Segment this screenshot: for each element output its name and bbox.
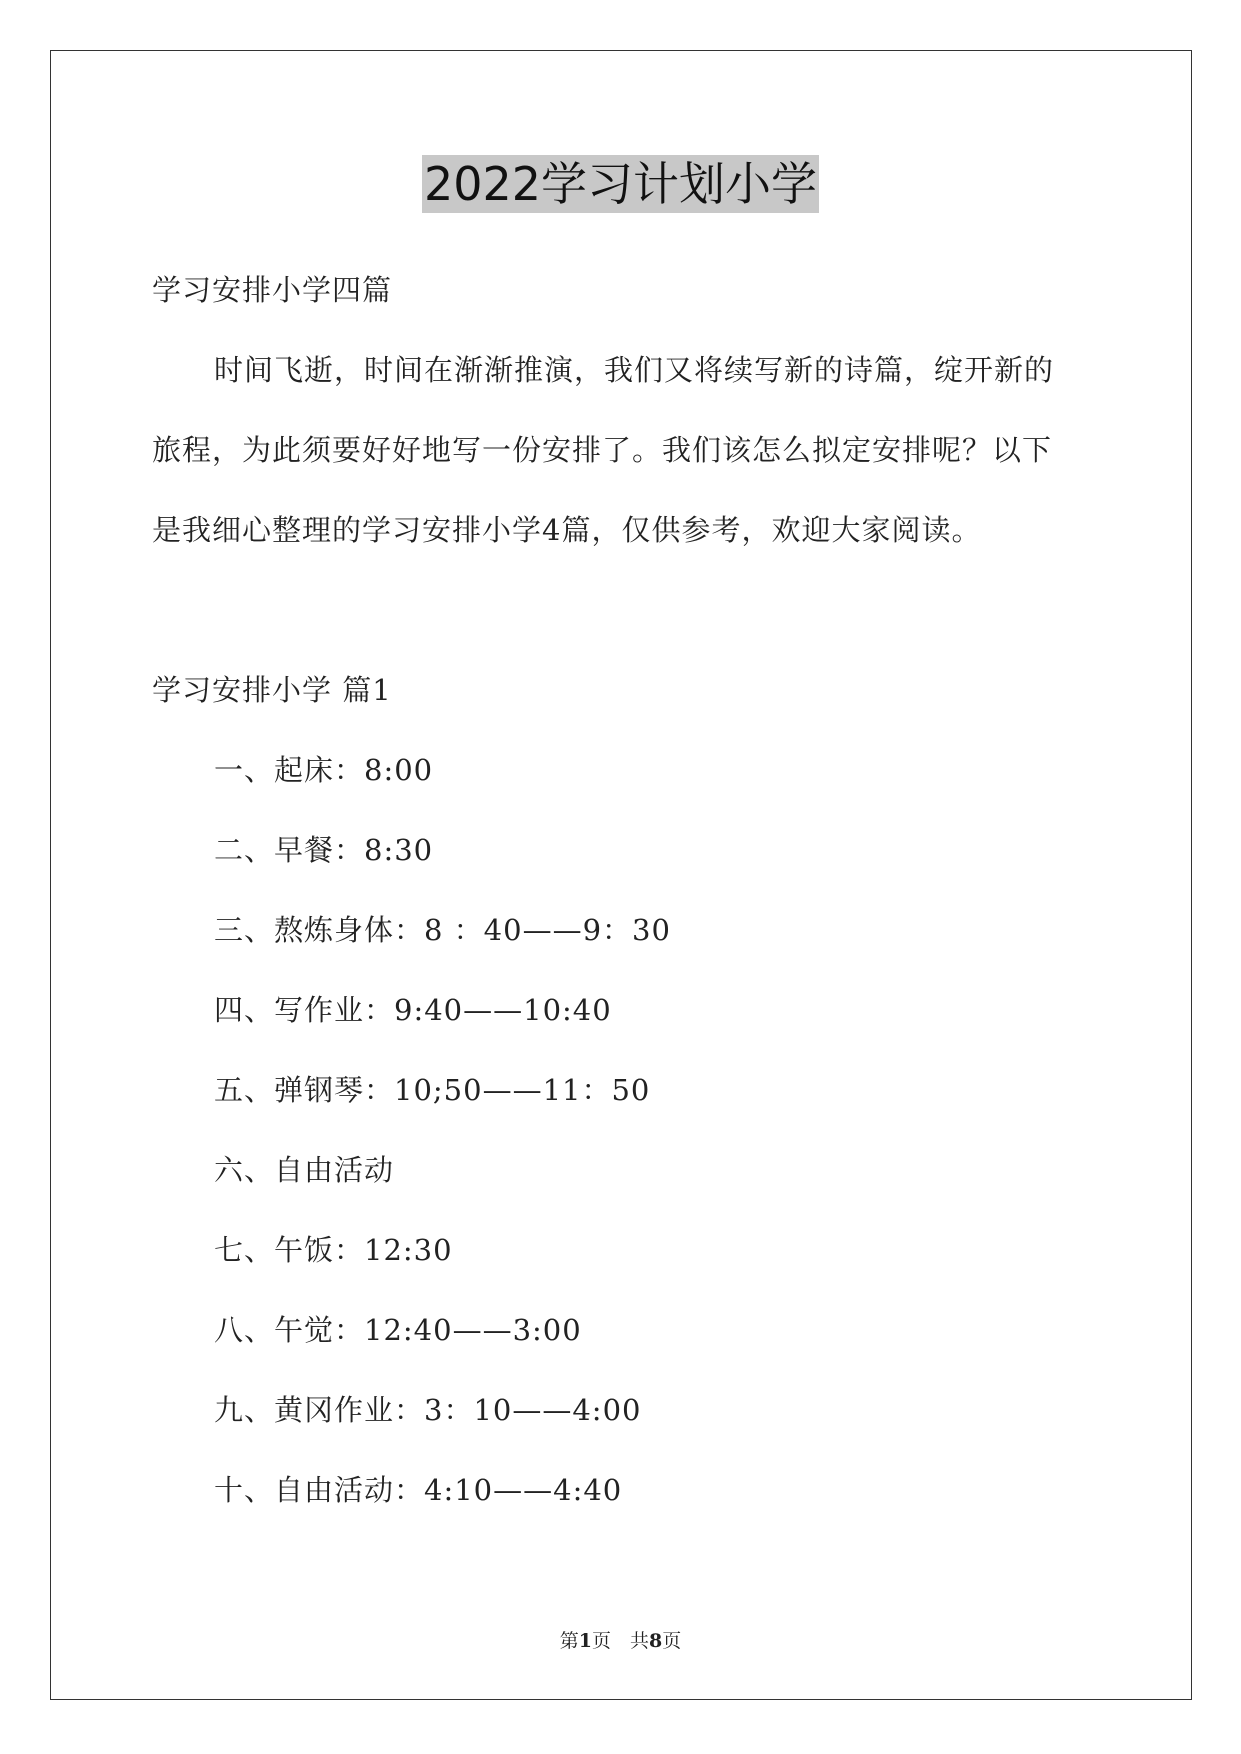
footer-middle: 页 共: [591, 1630, 649, 1652]
schedule-item: 二、早餐：8:30: [214, 833, 434, 867]
page-footer: [0, 1626, 1241, 1653]
schedule-item: 四、写作业：9:40——10:40: [214, 993, 612, 1027]
intro-line-3: 是我细心整理的学习安排小学4篇，仅供参考，欢迎大家阅读。: [152, 513, 982, 547]
schedule-item: 八、午觉：12:40——3:00: [214, 1313, 582, 1347]
section-heading: 学习安排小学 篇1: [152, 673, 392, 707]
schedule-item: 十、自由活动：4:10——4:40: [214, 1473, 623, 1507]
current-page-number: 1: [578, 1630, 592, 1652]
schedule-item: 九、黄冈作业：3：10——4:00: [214, 1393, 642, 1427]
schedule-item: 五、弹钢琴：10;50——11：50: [214, 1073, 651, 1107]
document-title: 2022学习计划小学: [423, 157, 818, 211]
document-subtitle: 学习安排小学四篇: [152, 273, 393, 307]
footer-suffix: 页: [662, 1630, 682, 1652]
schedule-item: 七、午饭：12:30: [214, 1233, 453, 1267]
schedule-item: 一、起床：8:00: [214, 753, 434, 787]
schedule-item: 三、熬炼身体：8 ：40——9：30: [214, 913, 671, 947]
total-pages-number: 8: [649, 1630, 663, 1652]
intro-line-1: 时间飞逝，时间在渐渐推演，我们又将续写新的诗篇，绽开新的: [214, 353, 1055, 387]
title-container: [0, 155, 1241, 213]
footer-prefix: 第: [559, 1630, 579, 1652]
schedule-item: 六、自由活动: [214, 1153, 395, 1187]
intro-line-2: 旅程，为此须要好好地写一份安排了。我们该怎么拟定安排呢？以下: [152, 433, 1053, 467]
